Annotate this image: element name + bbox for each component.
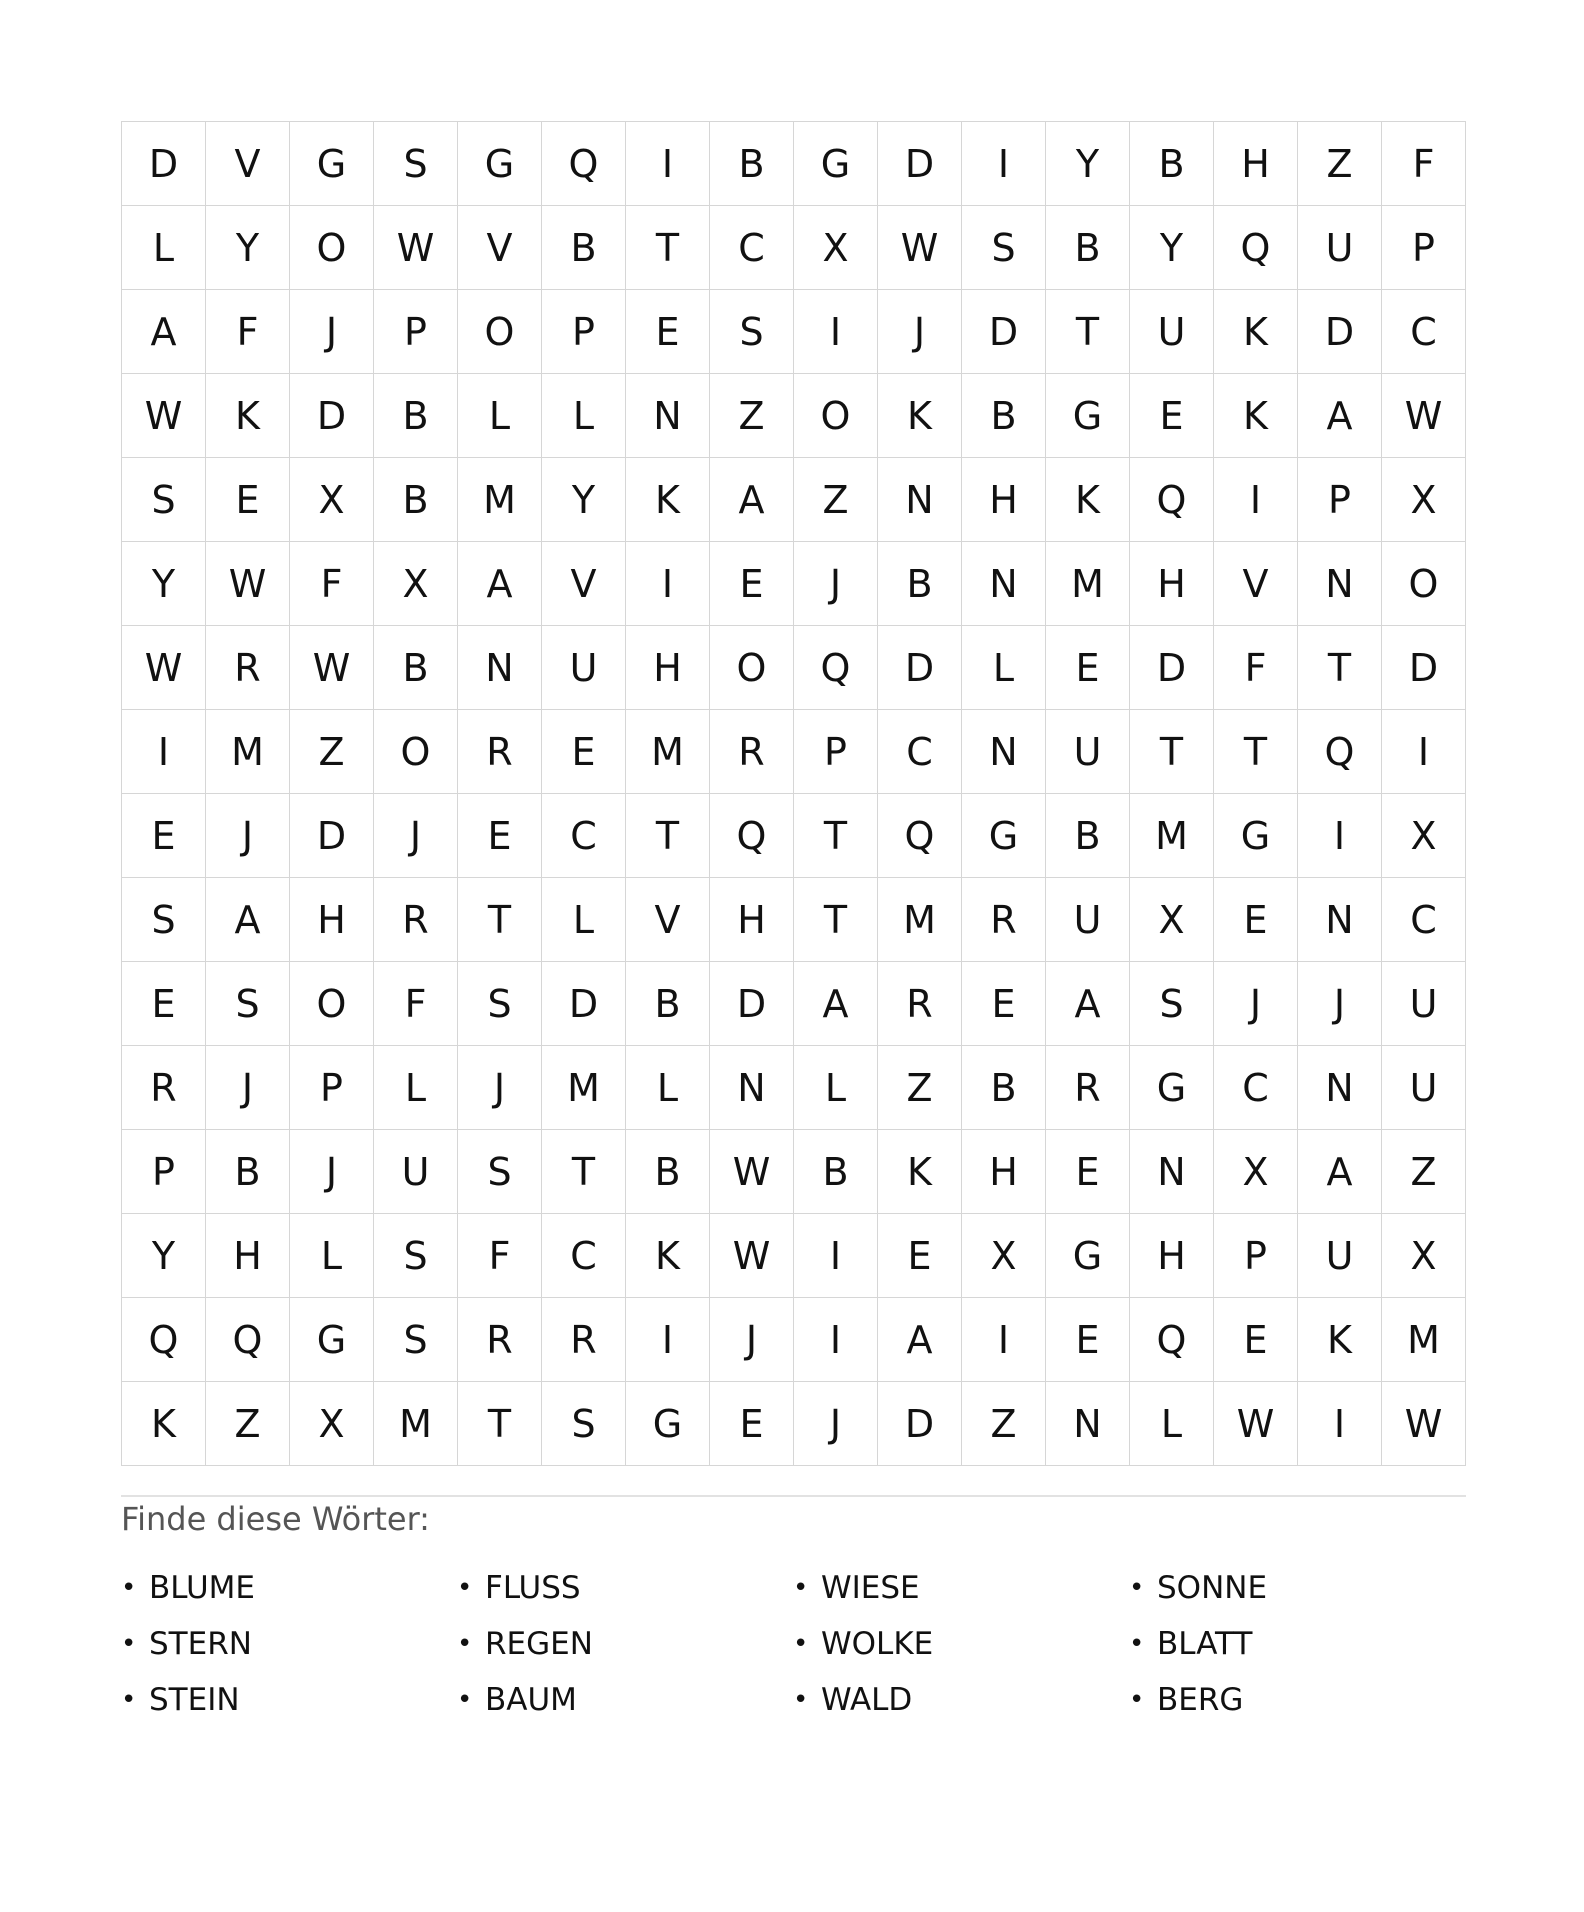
grid-cell[interactable]: O [458,290,542,374]
grid-cell[interactable]: H [1130,1214,1214,1298]
grid-cell[interactable]: N [962,542,1046,626]
grid-cell[interactable]: U [374,1130,458,1214]
grid-cell[interactable]: K [1214,374,1298,458]
grid-cell[interactable]: N [1298,878,1382,962]
grid-cell[interactable]: N [878,458,962,542]
grid-cell[interactable]: Y [542,458,626,542]
grid-cell[interactable]: W [878,206,962,290]
grid-cell[interactable]: R [206,626,290,710]
grid-cell[interactable]: R [458,710,542,794]
grid-cell[interactable]: E [1046,1130,1130,1214]
grid-cell[interactable]: D [122,122,206,206]
grid-cell[interactable]: E [1214,878,1298,962]
word-label: BAUM [485,1682,577,1718]
word-list-title: Finde diese Wörter: [121,1500,430,1538]
grid-cell[interactable]: I [1214,458,1298,542]
bullet-icon: • [793,1685,809,1715]
grid-cell[interactable]: R [878,962,962,1046]
grid-cell[interactable]: J [206,794,290,878]
grid-cell[interactable]: M [542,1046,626,1130]
grid-cell[interactable]: E [206,458,290,542]
grid-cell[interactable]: T [458,1382,542,1466]
grid-cell[interactable]: L [794,1046,878,1130]
grid-cell[interactable]: X [1382,794,1466,878]
grid-cell[interactable]: A [710,458,794,542]
grid-cell[interactable]: Y [206,206,290,290]
grid-cell[interactable]: S [122,878,206,962]
grid-cell[interactable]: I [626,542,710,626]
grid-cell[interactable]: K [626,458,710,542]
grid-cell[interactable]: G [962,794,1046,878]
grid-cell[interactable]: I [962,122,1046,206]
word-list-item [793,1616,1129,1672]
grid-cell[interactable]: T [626,794,710,878]
grid-cell[interactable]: S [710,290,794,374]
grid-cell[interactable]: O [1382,542,1466,626]
grid-cell[interactable]: Q [710,794,794,878]
grid-cell[interactable]: E [1214,1298,1298,1382]
grid-cell[interactable]: A [458,542,542,626]
grid-cell[interactable]: J [878,290,962,374]
grid-cell[interactable]: L [374,1046,458,1130]
grid-cell[interactable]: B [206,1130,290,1214]
grid-cell[interactable]: B [1130,122,1214,206]
grid-cell[interactable]: X [290,1382,374,1466]
grid-cell[interactable]: H [206,1214,290,1298]
word-list-item [457,1560,793,1616]
bullet-icon: • [121,1573,137,1603]
word-label: REGEN [485,1626,593,1662]
grid-cell[interactable]: P [122,1130,206,1214]
grid-cell[interactable]: I [1298,1382,1382,1466]
grid-cell[interactable]: R [962,878,1046,962]
word-label: WIESE [821,1570,920,1606]
grid-cell[interactable]: H [1214,122,1298,206]
grid-cell[interactable]: L [962,626,1046,710]
grid-cell[interactable]: W [710,1130,794,1214]
bullet-icon: • [1129,1573,1145,1603]
grid-cell[interactable]: D [542,962,626,1046]
grid-cell[interactable]: D [710,962,794,1046]
grid-cell[interactable]: W [122,626,206,710]
grid-cell[interactable]: G [1130,1046,1214,1130]
word-label: STEIN [149,1682,240,1718]
word-list-item [1129,1616,1465,1672]
bullet-icon: • [457,1573,473,1603]
grid-cell[interactable]: Q [878,794,962,878]
grid-cell[interactable]: W [1382,1382,1466,1466]
bullet-icon: • [457,1685,473,1715]
grid-cell[interactable]: S [122,458,206,542]
grid-cell[interactable]: H [1130,542,1214,626]
grid-cell[interactable]: S [374,122,458,206]
grid-cell[interactable]: I [122,710,206,794]
grid-cell[interactable]: R [122,1046,206,1130]
grid-cell[interactable]: K [878,1130,962,1214]
grid-cell[interactable]: X [290,458,374,542]
grid-cell[interactable]: F [374,962,458,1046]
grid-cell[interactable]: J [290,1130,374,1214]
grid-cell[interactable]: M [1130,794,1214,878]
grid-cell[interactable]: L [626,1046,710,1130]
grid-cell[interactable]: M [458,458,542,542]
grid-cell[interactable]: S [542,1382,626,1466]
grid-cell[interactable]: B [542,206,626,290]
grid-cell[interactable]: G [626,1382,710,1466]
grid-cell[interactable]: Z [1382,1130,1466,1214]
grid-cell[interactable]: G [458,122,542,206]
grid-cell[interactable]: A [794,962,878,1046]
grid-cell[interactable]: A [1298,374,1382,458]
grid-cell[interactable]: O [374,710,458,794]
grid-cell[interactable]: Z [962,1382,1046,1466]
grid-cell[interactable]: E [710,542,794,626]
grid-cell[interactable]: B [374,458,458,542]
grid-cell[interactable]: E [878,1214,962,1298]
grid-cell[interactable]: K [878,374,962,458]
grid-cell[interactable]: U [1382,962,1466,1046]
grid-cell[interactable]: M [626,710,710,794]
grid-cell[interactable]: U [1298,206,1382,290]
grid-cell[interactable]: V [206,122,290,206]
grid-cell[interactable]: G [1046,374,1130,458]
grid-cell[interactable]: Y [122,542,206,626]
word-label: BLATT [1157,1626,1253,1662]
grid-cell[interactable]: B [1046,206,1130,290]
grid-cell[interactable]: F [1214,626,1298,710]
grid-cell[interactable]: D [962,290,1046,374]
grid-cell[interactable]: S [458,1130,542,1214]
grid-cell[interactable]: B [878,542,962,626]
grid-cell[interactable]: F [1382,122,1466,206]
grid-cell[interactable]: Y [122,1214,206,1298]
grid-cell[interactable]: I [794,290,878,374]
grid-cell[interactable]: Q [1214,206,1298,290]
grid-cell[interactable]: T [626,206,710,290]
word-label: BLUME [149,1570,256,1606]
grid-cell[interactable]: T [1298,626,1382,710]
grid-cell[interactable]: K [206,374,290,458]
grid-cell[interactable]: G [290,1298,374,1382]
word-list-item [121,1560,457,1616]
grid-cell[interactable]: R [1046,1046,1130,1130]
grid-cell[interactable]: I [1382,710,1466,794]
bullet-icon: • [121,1685,137,1715]
grid-cell[interactable]: E [1046,1298,1130,1382]
grid-cell[interactable]: P [290,1046,374,1130]
letter-grid [121,121,1466,1466]
grid-cell[interactable]: X [1214,1130,1298,1214]
grid-cell[interactable]: J [794,542,878,626]
grid-cell[interactable]: I [794,1214,878,1298]
grid-cell[interactable]: Q [1130,1298,1214,1382]
grid-cell[interactable]: Z [206,1382,290,1466]
word-list-item [793,1560,1129,1616]
grid-cell[interactable]: S [374,1298,458,1382]
grid-cell[interactable]: K [626,1214,710,1298]
grid-cell[interactable]: M [878,878,962,962]
grid-cell[interactable]: H [962,1130,1046,1214]
grid-cell[interactable]: P [1298,458,1382,542]
grid-cell[interactable]: W [290,626,374,710]
grid-cell[interactable]: U [1130,290,1214,374]
word-list-item [121,1672,457,1728]
grid-cell[interactable]: E [122,794,206,878]
grid-cell[interactable]: S [458,962,542,1046]
grid-cell[interactable]: G [1214,794,1298,878]
grid-cell[interactable]: M [206,710,290,794]
grid-cell[interactable]: T [1214,710,1298,794]
grid-cell[interactable]: G [794,122,878,206]
grid-cell[interactable]: P [794,710,878,794]
grid-cell[interactable]: D [290,794,374,878]
grid-cell[interactable]: S [206,962,290,1046]
grid-cell[interactable]: D [1382,626,1466,710]
grid-cell[interactable]: K [1046,458,1130,542]
grid-cell[interactable]: G [1046,1214,1130,1298]
bullet-icon: • [1129,1629,1145,1659]
grid-cell[interactable]: E [1046,626,1130,710]
grid-cell[interactable]: T [794,878,878,962]
grid-cell[interactable]: B [626,1130,710,1214]
grid-cell[interactable]: I [1298,794,1382,878]
grid-cell[interactable]: W [206,542,290,626]
grid-cell[interactable]: J [206,1046,290,1130]
grid-cell[interactable]: W [1214,1382,1298,1466]
grid-cell[interactable]: J [374,794,458,878]
grid-cell[interactable]: K [122,1382,206,1466]
grid-cell[interactable]: D [878,1382,962,1466]
grid-cell[interactable]: N [458,626,542,710]
grid-cell[interactable]: D [878,626,962,710]
grid-cell[interactable]: W [1382,374,1466,458]
grid-cell[interactable]: Q [1130,458,1214,542]
grid-cell[interactable]: X [962,1214,1046,1298]
grid-cell[interactable]: E [710,1382,794,1466]
bullet-icon: • [793,1573,809,1603]
grid-cell[interactable]: T [542,1130,626,1214]
grid-cell[interactable]: F [290,542,374,626]
word-label: SONNE [1157,1570,1268,1606]
grid-cell[interactable]: A [1298,1130,1382,1214]
grid-cell[interactable]: X [1130,878,1214,962]
grid-cell[interactable]: E [122,962,206,1046]
grid-cell[interactable]: J [794,1382,878,1466]
grid-cell[interactable]: E [626,290,710,374]
grid-cell[interactable]: N [1046,1382,1130,1466]
grid-cell[interactable]: B [710,122,794,206]
grid-cell[interactable]: D [878,122,962,206]
word-list-item [457,1672,793,1728]
grid-cell[interactable]: Z [290,710,374,794]
grid-cell[interactable]: P [1382,206,1466,290]
grid-cell[interactable]: B [374,626,458,710]
grid-cell[interactable]: Y [1130,206,1214,290]
grid-cell[interactable]: R [710,710,794,794]
grid-cell[interactable]: C [1382,878,1466,962]
grid-cell[interactable]: F [458,1214,542,1298]
grid-cell[interactable]: Q [542,122,626,206]
grid-cell[interactable]: Q [794,626,878,710]
grid-cell[interactable]: M [1382,1298,1466,1382]
grid-cell[interactable]: S [374,1214,458,1298]
word-label: STERN [149,1626,252,1662]
grid-cell[interactable]: M [1046,542,1130,626]
grid-cell[interactable]: R [542,1298,626,1382]
grid-cell[interactable]: W [710,1214,794,1298]
word-list-item [457,1616,793,1672]
grid-cell[interactable]: U [1046,710,1130,794]
grid-cell[interactable]: J [458,1046,542,1130]
grid-cell[interactable]: V [542,542,626,626]
bullet-icon: • [121,1629,137,1659]
grid-cell[interactable]: T [1046,290,1130,374]
grid-cell[interactable]: X [1382,1214,1466,1298]
grid-cell[interactable]: B [794,1130,878,1214]
grid-cell[interactable]: W [122,374,206,458]
grid-cell[interactable]: R [374,878,458,962]
grid-cell[interactable]: U [542,626,626,710]
grid-cell[interactable]: A [878,1298,962,1382]
grid-cell[interactable]: U [1298,1214,1382,1298]
grid-cell[interactable]: U [1382,1046,1466,1130]
grid-cell[interactable]: E [542,710,626,794]
grid-cell[interactable]: H [710,878,794,962]
grid-cell[interactable]: L [542,878,626,962]
grid-cell[interactable]: Q [206,1298,290,1382]
grid-cell[interactable]: L [458,374,542,458]
grid-cell[interactable]: B [962,1046,1046,1130]
grid-cell[interactable]: O [794,374,878,458]
grid-cell[interactable]: Q [1298,710,1382,794]
grid-cell[interactable]: K [1214,290,1298,374]
grid-cell[interactable]: C [1382,290,1466,374]
grid-cell[interactable]: N [1298,1046,1382,1130]
word-label: WALD [821,1682,913,1718]
grid-cell[interactable]: C [710,206,794,290]
grid-cell[interactable]: H [290,878,374,962]
grid-cell[interactable]: I [794,1298,878,1382]
grid-cell[interactable]: E [458,794,542,878]
grid-cell[interactable]: C [878,710,962,794]
grid-cell[interactable]: Y [1046,122,1130,206]
bullet-icon: • [457,1629,473,1659]
grid-cell[interactable]: Z [878,1046,962,1130]
word-label: WOLKE [821,1626,934,1662]
word-list-item [121,1616,457,1672]
grid-cell[interactable]: H [962,458,1046,542]
grid-cell[interactable]: E [962,962,1046,1046]
grid-cell[interactable]: M [374,1382,458,1466]
grid-cell[interactable]: Z [1298,122,1382,206]
grid-cell[interactable]: C [542,1214,626,1298]
grid-cell[interactable]: C [1214,1046,1298,1130]
word-list [121,1560,1466,1728]
grid-cell[interactable]: Q [122,1298,206,1382]
grid-cell[interactable]: I [626,1298,710,1382]
grid-cell[interactable]: J [290,290,374,374]
grid-cell[interactable]: P [542,290,626,374]
grid-cell[interactable]: S [962,206,1046,290]
word-label: FLUSS [485,1570,581,1606]
grid-cell[interactable]: J [1214,962,1298,1046]
grid-cell[interactable]: T [458,878,542,962]
grid-cell[interactable]: J [1298,962,1382,1046]
grid-cell[interactable]: E [1130,374,1214,458]
grid-cell[interactable]: O [290,962,374,1046]
grid-cell[interactable]: W [374,206,458,290]
grid-cell[interactable]: X [1382,458,1466,542]
word-list-item [1129,1672,1465,1728]
grid-cell[interactable]: N [962,710,1046,794]
word-list-item [1129,1560,1465,1616]
grid-cell[interactable]: P [1214,1214,1298,1298]
grid-cell[interactable]: S [1130,962,1214,1046]
grid-cell[interactable]: V [1214,542,1298,626]
grid-cell[interactable]: P [374,290,458,374]
grid-cell[interactable]: H [626,626,710,710]
grid-cell[interactable]: B [626,962,710,1046]
grid-cell[interactable]: L [542,374,626,458]
grid-cell[interactable]: O [290,206,374,290]
grid-cell[interactable]: D [290,374,374,458]
grid-cell[interactable]: D [1130,626,1214,710]
grid-cell[interactable]: A [122,290,206,374]
grid-cell[interactable]: A [1046,962,1130,1046]
grid-cell[interactable]: O [710,626,794,710]
grid-cell[interactable]: B [962,374,1046,458]
grid-cell[interactable]: T [794,794,878,878]
grid-cell[interactable]: B [374,374,458,458]
grid-cell[interactable]: Z [710,374,794,458]
grid-cell[interactable]: L [290,1214,374,1298]
grid-cell[interactable]: L [1130,1382,1214,1466]
grid-cell[interactable]: A [206,878,290,962]
grid-cell[interactable]: I [962,1298,1046,1382]
divider [121,1495,1466,1497]
bullet-icon: • [1129,1685,1145,1715]
grid-cell[interactable]: V [626,878,710,962]
grid-cell[interactable]: G [290,122,374,206]
grid-cell[interactable]: K [1298,1298,1382,1382]
grid-cell[interactable]: L [122,206,206,290]
grid-cell[interactable]: T [1130,710,1214,794]
grid-cell[interactable]: V [458,206,542,290]
grid-cell[interactable]: Z [794,458,878,542]
grid-cell[interactable]: R [458,1298,542,1382]
grid-cell[interactable]: N [1130,1130,1214,1214]
grid-cell[interactable]: D [1298,290,1382,374]
grid-cell[interactable]: F [206,290,290,374]
grid-cell[interactable]: J [710,1298,794,1382]
grid-cell[interactable]: C [542,794,626,878]
word-label: BERG [1157,1682,1244,1718]
grid-cell[interactable]: N [1298,542,1382,626]
word-list-item [793,1672,1129,1728]
grid-cell[interactable]: N [626,374,710,458]
grid-cell[interactable]: I [626,122,710,206]
grid-cell[interactable]: X [794,206,878,290]
grid-cell[interactable]: U [1046,878,1130,962]
grid-cell[interactable]: X [374,542,458,626]
grid-cell[interactable]: B [1046,794,1130,878]
bullet-icon: • [793,1629,809,1659]
grid-cell[interactable]: N [710,1046,794,1130]
